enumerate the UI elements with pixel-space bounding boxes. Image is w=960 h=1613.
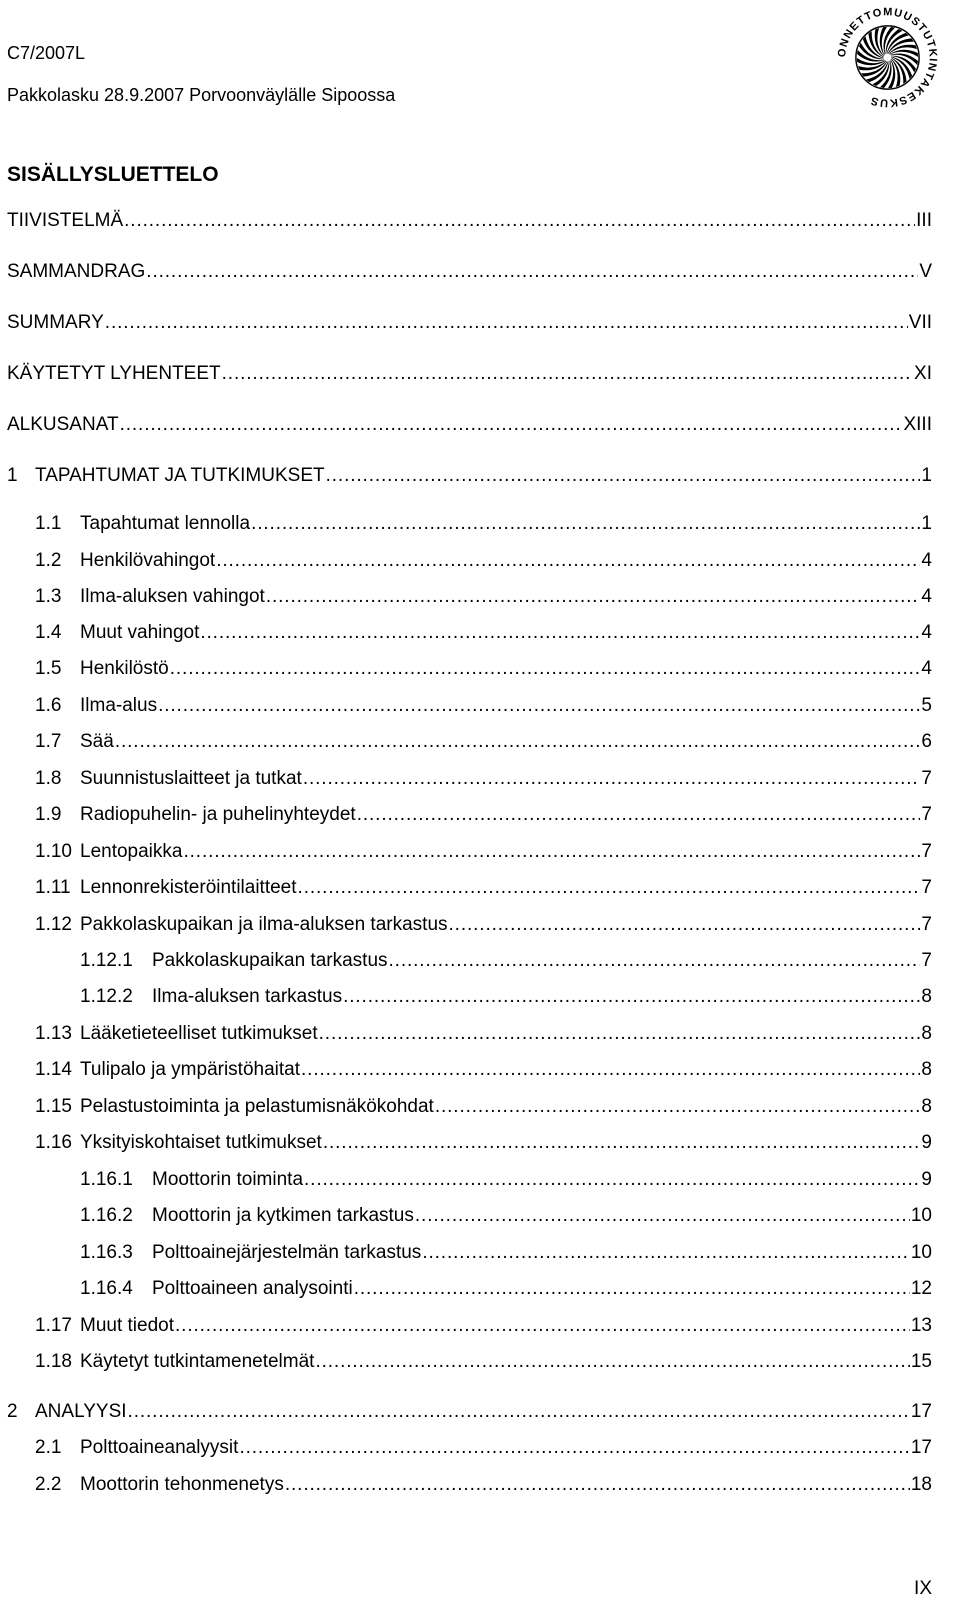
toc-dot-leader (115, 730, 921, 754)
toc-entry-title: Ilma-alus (80, 695, 158, 716)
toc-entry-number: 1.12 (35, 914, 72, 935)
toc-entry-page: 17 (910, 1401, 932, 1422)
toc-entry-title: Radiopuhelin- ja puhelinyhteydet (80, 804, 356, 825)
toc-entry-number: 1.1 (35, 513, 62, 534)
toc-entry-title: Yksityiskohtaiset tutkimukset (80, 1132, 322, 1153)
toc-entry[interactable] (35, 1095, 932, 1119)
toc-entry-title: Lääketieteelliset tutkimukset (80, 1023, 318, 1044)
toc-entry[interactable] (35, 1314, 932, 1338)
toc-entry-number: 1.6 (35, 695, 62, 716)
toc-entry-title: Ilma-aluksen vahingot (80, 586, 265, 607)
toc-entry[interactable] (35, 512, 932, 536)
toc-dot-leader (216, 549, 920, 573)
toc-entry-page: 7 (921, 804, 932, 825)
toc-entry-title: KÄYTETYT LYHENTEET (7, 363, 221, 384)
svg-text:ONNETTOMUUSTUTKINTAKESKUS (836, 6, 939, 109)
toc-entry[interactable] (35, 876, 932, 900)
toc-dot-leader (200, 621, 920, 645)
toc-entry-number: 1.5 (35, 658, 62, 679)
toc-entry-number: 1.9 (35, 804, 62, 825)
toc-entry-page: 8 (921, 1023, 932, 1044)
toc-dot-leader (128, 1400, 910, 1424)
toc-dot-leader (357, 803, 921, 827)
toc-entry[interactable] (80, 1204, 932, 1228)
toc-dot-leader (415, 1204, 910, 1228)
toc-entry-number: 1.3 (35, 586, 62, 607)
toc-dot-leader (158, 694, 920, 718)
toc-entry-number: 1.16 (35, 1132, 72, 1153)
toc-entry-page: 6 (921, 731, 932, 752)
toc-entry-number: 2 (7, 1401, 18, 1422)
toc-entry-number: 1.16.3 (80, 1242, 133, 1263)
toc-entry[interactable] (7, 311, 932, 335)
toc-entry-page: 8 (921, 986, 932, 1007)
toc-entry-title: Henkilövahingot (80, 550, 216, 571)
toc-entry[interactable] (7, 413, 932, 437)
toc-entry[interactable] (35, 1350, 932, 1374)
toc-entry-title: Moottorin tehonmenetys (80, 1474, 284, 1495)
investigation-centre-seal-icon (830, 0, 945, 115)
seal-swirl-icon (856, 26, 919, 89)
toc-entry-page: 8 (921, 1096, 932, 1117)
toc-entry[interactable] (35, 803, 932, 827)
toc-dot-leader (285, 1473, 910, 1497)
document-subtitle: Pakkolasku 28.9.2007 Porvoonväylälle Sipoossa (7, 85, 396, 105)
toc-dot-leader (422, 1241, 910, 1265)
toc-entry-title: ANALYYSI (35, 1401, 127, 1422)
toc-entry-number: 1.10 (35, 841, 72, 862)
toc-entry-number: 1.16.1 (80, 1169, 133, 1190)
toc-entry-page: 18 (910, 1474, 932, 1495)
toc-entry-title: Pakkolaskupaikan ja ilma-aluksen tarkastus (80, 914, 448, 935)
toc-entry-number: 2.2 (35, 1474, 62, 1495)
toc-dot-leader (435, 1095, 921, 1119)
toc-entry[interactable] (35, 1022, 932, 1046)
toc-entry[interactable] (35, 621, 932, 645)
toc-entry-page: 1 (921, 513, 932, 534)
toc-entry-number: 2.1 (35, 1437, 62, 1458)
toc-entry-number: 1.15 (35, 1096, 72, 1117)
toc-entry-title: Henkilöstö (80, 658, 169, 679)
toc-entry[interactable] (7, 209, 932, 233)
toc-dot-leader (251, 512, 920, 536)
toc-entry-page: 4 (921, 622, 932, 643)
toc-dot-leader (326, 464, 921, 488)
toc-entry-title: Polttoaineanalyysit (80, 1437, 239, 1458)
toc-entry-title: TAPAHTUMAT JA TUTKIMUKSET (35, 465, 325, 486)
toc-entry-number: 1.16.4 (80, 1278, 133, 1299)
toc-dot-leader (449, 913, 921, 937)
toc-dot-leader (222, 362, 913, 386)
toc-dot-leader (303, 767, 921, 791)
toc-entry[interactable] (80, 1241, 932, 1265)
toc-entry-page: VII (908, 312, 932, 333)
toc-dot-leader (146, 260, 918, 284)
toc-entry-title: ALKUSANAT (7, 414, 119, 435)
toc-entry[interactable] (35, 549, 932, 573)
toc-entry-page: 7 (921, 841, 932, 862)
toc-entry-title: Moottorin ja kytkimen tarkastus (152, 1205, 414, 1226)
toc-entry-title: Polttoainejärjestelmän tarkastus (152, 1242, 422, 1263)
document-id: C7/2007L (7, 43, 86, 63)
toc-entry[interactable] (7, 362, 932, 386)
toc-entry-number: 1.2 (35, 550, 62, 571)
toc-entry-title: Pakkolaskupaikan tarkastus (152, 950, 388, 971)
toc-entry[interactable] (7, 1400, 932, 1424)
toc-entry[interactable] (35, 1473, 932, 1497)
toc-entry-title: Ilma-aluksen tarkastus (152, 986, 343, 1007)
toc-dot-leader (343, 985, 920, 1009)
toc-entry-number: 1.13 (35, 1023, 72, 1044)
toc-dot-leader (183, 840, 920, 864)
toc-entry-page: 7 (921, 950, 932, 971)
toc-entry-title: Lennonrekisteröintilaitteet (80, 877, 297, 898)
toc-dot-leader (315, 1350, 909, 1374)
toc-entry-title: Moottorin toiminta (152, 1169, 304, 1190)
toc-entry-number: 1.11 (35, 877, 71, 898)
toc-entry[interactable] (35, 1058, 932, 1082)
toc-entry[interactable] (35, 585, 932, 609)
toc-entry-page: V (919, 261, 932, 282)
toc-entry-page: 4 (921, 658, 932, 679)
toc-entry[interactable] (35, 913, 932, 937)
toc-entry-title: Muut tiedot (80, 1315, 174, 1336)
toc-entry-page: 13 (910, 1315, 932, 1336)
toc-dot-leader (175, 1314, 910, 1338)
toc-entry-page: 8 (921, 1059, 932, 1080)
toc-entry-title: Muut vahingot (80, 622, 200, 643)
toc-dot-leader (105, 311, 908, 335)
toc-entry[interactable] (80, 985, 932, 1009)
toc-entry-number: 1.8 (35, 768, 62, 789)
toc-dot-leader (120, 413, 903, 437)
toc-dot-leader (319, 1022, 921, 1046)
toc-entry-page: 9 (921, 1132, 932, 1153)
toc-entry[interactable] (35, 694, 932, 718)
toc-entry-page: 1 (921, 465, 932, 486)
toc-entry-number: 1.7 (35, 731, 62, 752)
toc-entry[interactable] (80, 949, 932, 973)
toc-entry-page: 9 (921, 1169, 932, 1190)
toc-entry[interactable] (35, 1436, 932, 1460)
toc-entry-page: XIII (903, 414, 932, 435)
toc-dot-leader (389, 949, 921, 973)
toc-entry-page: XI (914, 363, 932, 384)
toc-dot-leader (124, 209, 915, 233)
toc-entry-number: 1.18 (35, 1351, 72, 1372)
toc-entry-title: SUMMARY (7, 312, 104, 333)
page-number: IX (914, 1578, 932, 1599)
toc-entry-title: Sää (80, 731, 114, 752)
toc-entry-page: 7 (921, 768, 932, 789)
toc-entry[interactable] (80, 1168, 932, 1192)
toc-entry-title: SAMMANDRAG (7, 261, 146, 282)
toc-entry-title: Tapahtumat lennolla (80, 513, 251, 534)
toc-entry-page: 10 (910, 1205, 932, 1226)
toc-dot-leader (354, 1277, 910, 1301)
toc-entry-page: 4 (921, 550, 932, 571)
toc-heading: SISÄLLYSLUETTELO (7, 163, 219, 186)
toc-entry-page: 15 (910, 1351, 932, 1372)
toc-entry-title: Tulipalo ja ympäristöhaitat (80, 1059, 301, 1080)
toc-entry-title: TIIVISTELMÄ (7, 210, 124, 231)
toc-entry[interactable] (7, 260, 932, 284)
toc-entry-number: 1.4 (35, 622, 62, 643)
toc-entry-title: Käytetyt tutkintamenetelmät (80, 1351, 315, 1372)
toc-entry-page: III (916, 210, 932, 231)
toc-dot-leader (304, 1168, 920, 1192)
toc-entry-number: 1.16.2 (80, 1205, 133, 1226)
toc-entry[interactable] (35, 730, 932, 754)
toc-entry-number: 1.12.1 (80, 950, 133, 971)
toc-entry-number: 1.17 (35, 1315, 72, 1336)
toc-entry-page: 4 (921, 586, 932, 607)
toc-entry[interactable] (35, 657, 932, 681)
toc-entry[interactable] (7, 464, 932, 488)
toc-entry[interactable] (35, 1131, 932, 1155)
toc-entry-page: 17 (910, 1437, 932, 1458)
toc-entry-page: 5 (921, 695, 932, 716)
toc-entry-title: Pelastustoiminta ja pelastumisnäkökohdat (80, 1096, 434, 1117)
toc-entry[interactable] (35, 840, 932, 864)
toc-dot-leader (170, 657, 921, 681)
toc-entry-number: 1 (7, 465, 18, 486)
toc-entry-number: 1.12.2 (80, 986, 133, 1007)
toc-dot-leader (301, 1058, 920, 1082)
toc-entry[interactable] (80, 1277, 932, 1301)
toc-entry-page: 12 (910, 1278, 932, 1299)
toc-dot-leader (266, 585, 921, 609)
toc-entry-title: Polttoaineen analysointi (152, 1278, 353, 1299)
toc-entry-page: 10 (910, 1242, 932, 1263)
toc-dot-leader (298, 876, 921, 900)
seal-ring-text: ONNETTOMUUSTUTKINTAKESKUS (836, 6, 939, 109)
toc-entry-page: 7 (921, 877, 932, 898)
toc-entry-title: Suunnistuslaitteet ja tutkat (80, 768, 302, 789)
toc-entry-number: 1.14 (35, 1059, 72, 1080)
toc-entry-title: Lentopaikka (80, 841, 183, 862)
toc-dot-leader (239, 1436, 909, 1460)
toc-dot-leader (323, 1131, 921, 1155)
toc-entry[interactable] (35, 767, 932, 791)
toc-entry-page: 7 (921, 914, 932, 935)
